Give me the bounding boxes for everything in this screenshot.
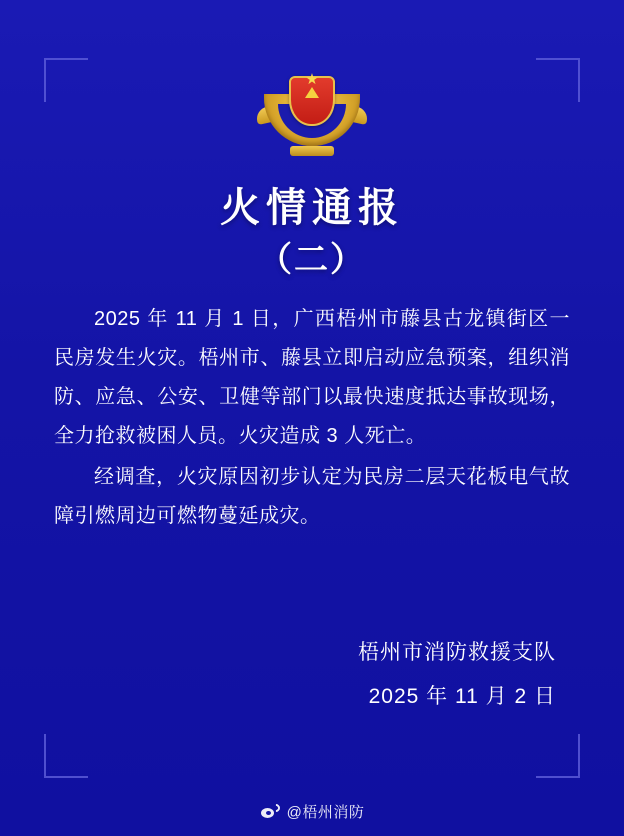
signature-block: [358, 636, 556, 710]
signature-date: 2025 年 11 月 2 日: [368, 685, 556, 708]
weibo-icon-eye: [266, 811, 271, 815]
corner-bracket-bottom-left: [44, 734, 88, 778]
paragraph-2: 经调查，火灾原因初步认定为民房二层天花板电气故障引燃周边可燃物蔓延成灾。: [54, 466, 570, 527]
report-body: [54, 300, 570, 538]
page-title: 火情通报: [220, 186, 404, 230]
paragraph-1: 2025 年 11 月 1 日，广西梧州市藤县古龙镇街区一民房发生火灾。梧州市、藤县立即启动应急预案，组织消防、应急、公安、卫健等部门以最快速度抵达事故现场，全力抢救被困人员。火灾造成 3 人死亡。: [54, 308, 570, 447]
weibo-account-name: @梧州消防: [286, 804, 365, 821]
footer-watermark: [0, 801, 624, 822]
emblem-base: [290, 146, 334, 156]
emblem-container: [0, 72, 624, 156]
corner-bracket-bottom-right: [536, 734, 580, 778]
signature-organization: 梧州市消防救援支队: [358, 641, 556, 664]
weibo-icon: [260, 802, 280, 822]
emblem-star-icon: ★: [305, 71, 319, 88]
china-fire-rescue-emblem-icon: [264, 72, 360, 156]
page-subtitle: （二）: [258, 241, 366, 279]
